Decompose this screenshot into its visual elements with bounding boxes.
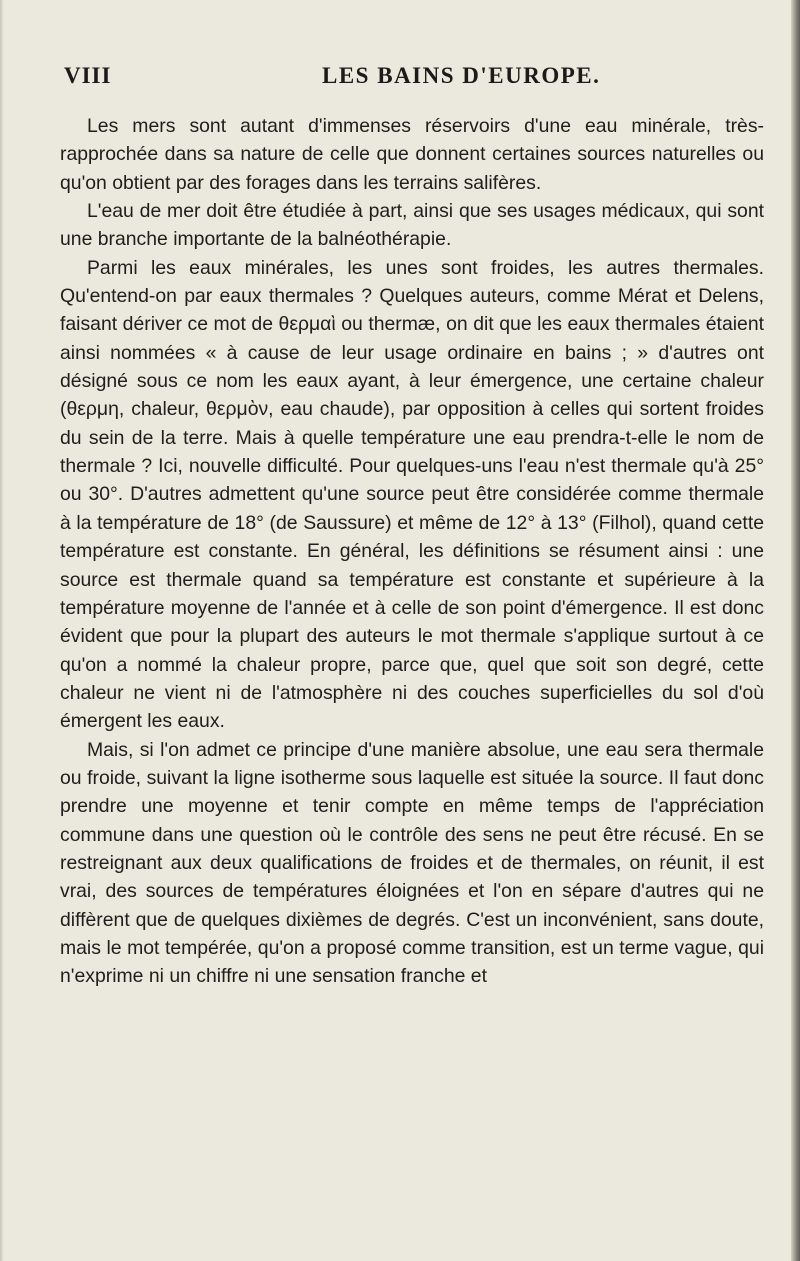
page-header xyxy=(64,63,764,97)
paragraph: Mais, si l'on admet ce principe d'une manière absolue, une eau sera thermale ou froide, suivant la ligne isotherme sous laquelle est située la source. Il faut donc prendre une moyenne et tenir compte en même temps de l'appréciation commune dans une question où le contrôle des sens ne peut être récusé. En se restreignant aux deux qualifications de froides et de thermales, on réunit, il est vrai, des sources de températures éloignées et l'on en sépare d'autres qui ne diffèrent que de quelques dixièmes de degrés. C'est un inconvénient, sans doute, mais le mot tempérée, qu'on a proposé comme transition, est un terme vague, qui n'exprime ni un chiffre ni une sensation franche et xyxy=(60,738,764,988)
paragraph: Parmi les eaux minérales, les unes sont froides, les autres thermales. Qu'entend-on par eaux thermales ? Quelques auteurs, comme Mérat et Delens, faisant dériver ce mot de θερμαὶ ou thermæ, on dit que les eaux thermales étaient ainsi nommées « à cause de leur usage ordinaire en bains ; » d'autres ont désigné sous ce nom les eaux ayant, à leur émergence, une certaine chaleur (θερμη, chaleur, θερμὸν, eau chaude), par opposition à celles qui sortent froides du sein de la terre. Mais à quelle température une eau prendra-t-elle le nom de thermale ? Ici, nouvelle difficulté. Pour quelques-uns l'eau n'est thermale qu'à 25° ou 30°. D'autres admettent qu'une source peut être considérée comme thermale à la température de 18° (de Saussure) et même de 12° à 13° (Filhol), quand cette température est constante. En général, les définitions se résument ainsi : une source est thermale quand sa température est constante et supérieure à la température moyenne de l'année et à celle de son point d'émergence. Il est donc évident que pour la plupart des auteurs le mot thermale s'applique surtout à ce qu'on a nommé la chaleur propre, parce que, quel que soit son degré, cette chaleur ne vient ni de l'atmosphère ni des couches superficielles du sol d'où émergent les eaux. xyxy=(60,256,764,733)
paragraph: L'eau de mer doit être étudiée à part, ainsi que ses usages médicaux, qui sont une branche importante de la balnéothérapie. xyxy=(60,200,764,251)
page-number: VIII xyxy=(64,63,112,88)
page-binding-shadow xyxy=(791,0,800,1261)
running-head: LES BAINS D'EUROPE. xyxy=(322,63,601,88)
paragraph: Les mers sont autant d'immenses réservoirs d'une eau minérale, très-rapprochée dans sa nature de celle que donnent certaines sources naturelles ou qu'on obtient par des forages dans les terrains salifères. xyxy=(60,115,764,194)
body-text xyxy=(60,112,764,991)
page-left-edge xyxy=(0,0,4,1261)
